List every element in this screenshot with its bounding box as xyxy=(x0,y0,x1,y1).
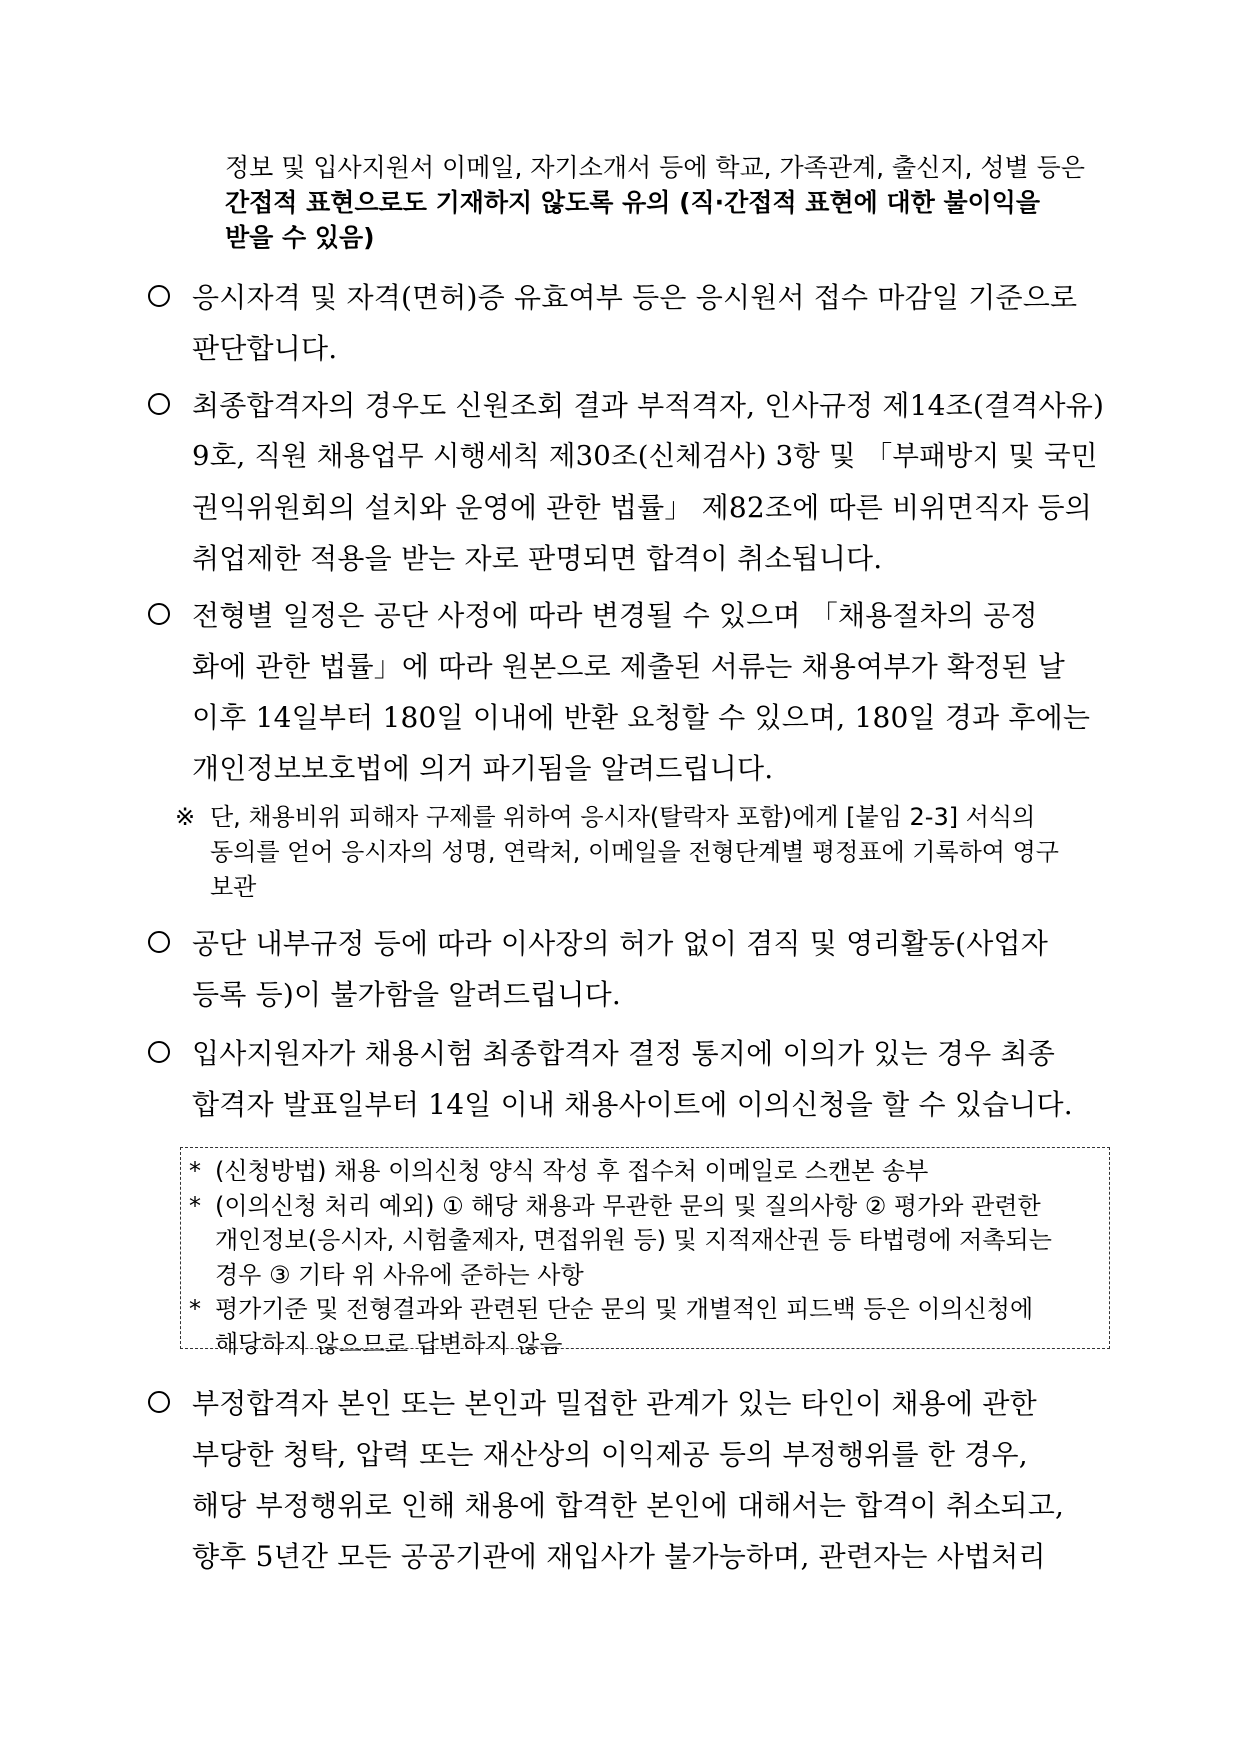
reference-mark: ※ xyxy=(175,803,196,831)
box-line: 개인정보(응시자, 시험출제자, 면접위원 등) 및 지적재산권 등 타법령에 저촉되는 xyxy=(215,1226,1052,1254)
list-item xyxy=(148,1378,1113,1582)
item-line: 합격자 발표일부터 14일 이내 채용사이트에 이의신청을 할 수 있습니다. xyxy=(192,1088,1073,1121)
circle-bullet-icon xyxy=(148,393,170,415)
circle-bullet-icon xyxy=(148,285,170,307)
list-item xyxy=(148,1028,1113,1130)
item-line: 등록 등)이 불가함을 알려드립니다. xyxy=(192,978,621,1011)
box-line: 경우 ③ 기타 위 사유에 준하는 사항 xyxy=(215,1260,584,1289)
continuation-paragraph xyxy=(225,150,1113,255)
list-item xyxy=(148,590,1113,794)
box-line: 해당하지 않으므로 답변하지 않음 xyxy=(215,1329,563,1358)
item-line: 화에 관한 법률」에 따라 원본으로 제출된 서류는 채용여부가 확정된 날 xyxy=(192,650,1066,683)
item-line: 공단 내부규정 등에 따라 이사장의 허가 없이 겸직 및 영리활동(사업자 xyxy=(192,927,1048,960)
paragraph-line: 정보 및 입사지원서 이메일, 자기소개서 등에 학교, 가족관계, 출신지, 성별 등은 xyxy=(225,153,1085,182)
paragraph-line-bold: 간접적 표현으로도 기재하지 않도록 유의 (직·간접적 표현에 대한 불이익을 xyxy=(225,188,1041,217)
list-item xyxy=(148,380,1113,584)
appeal-info-box xyxy=(180,1147,1110,1358)
item-line: 부정합격자 본인 또는 본인과 밀접한 관계가 있는 타인이 채용에 관한 xyxy=(192,1387,1037,1420)
item-line: 권익위원회의 설치와 운영에 관한 법률」 제82조에 따른 비위면직자 등의 xyxy=(192,491,1092,524)
note-line: 동의를 얻어 응시자의 성명, 연락처, 이메일을 전형단계별 평정표에 기록하여 영구 xyxy=(210,838,1059,866)
circle-bullet-icon xyxy=(148,603,170,625)
footnote xyxy=(175,800,1113,905)
box-line: (신청방법) 채용 이의신청 양식 작성 후 접수처 이메일로 스캔본 송부 xyxy=(215,1157,929,1185)
item-line: 최종합격자의 경우도 신원조회 결과 부적격자, 인사규정 제14조(결격사유) xyxy=(192,389,1105,422)
circle-bullet-icon xyxy=(148,931,170,953)
item-line: 입사지원자가 채용시험 최종합격자 결정 통지에 이의가 있는 경우 최종 xyxy=(192,1037,1055,1070)
item-line: 개인정보보호법에 의거 파기됨을 알려드립니다. xyxy=(192,752,774,785)
box-line: (이의신청 처리 예외) ① 해당 채용과 무관한 문의 및 질의사항 ② 평가와 관련한 xyxy=(215,1191,1041,1220)
list-item xyxy=(148,272,1113,374)
paragraph-line-bold: 받을 수 있음) xyxy=(225,223,375,252)
asterisk-mark: * xyxy=(189,1157,201,1185)
item-line: 부당한 청탁, 압력 또는 재산상의 이익제공 등의 부정행위를 한 경우, xyxy=(192,1438,1028,1471)
asterisk-mark: * xyxy=(189,1191,201,1220)
note-line: 단, 채용비위 피해자 구제를 위하여 응시자(탈락자 포함)에게 [붙임 2-3] 서식의 xyxy=(210,803,1036,831)
item-line: 이후 14일부터 180일 이내에 반환 요청할 수 있으며, 180일 경과 후에는 xyxy=(192,701,1091,734)
item-line: 전형별 일정은 공단 사정에 따라 변경될 수 있으며 「채용절차의 공정 xyxy=(192,599,1038,632)
item-line: 향후 5년간 모든 공공기관에 재입사가 불가능하며, 관련자는 사법처리 xyxy=(192,1540,1046,1573)
item-line: 취업제한 적용을 받는 자로 판명되면 합격이 취소됩니다. xyxy=(192,542,883,575)
note-line: 보관 xyxy=(210,873,257,901)
item-line: 응시자격 및 자격(면허)증 유효여부 등은 응시원서 접수 마감일 기준으로 xyxy=(192,281,1078,314)
box-entry xyxy=(189,1292,1101,1361)
list-item xyxy=(148,918,1113,1020)
item-line: 판단합니다. xyxy=(192,332,338,365)
box-line: 평가기준 및 전형결과와 관련된 단순 문의 및 개별적인 피드백 등은 이의신청에 xyxy=(215,1295,1034,1323)
item-line: 해당 부정행위로 인해 채용에 합격한 본인에 대해서는 합격이 취소되고, xyxy=(192,1489,1065,1522)
item-line: 9호, 직원 채용업무 시행세칙 제30조(신체검사) 3항 및 「부패방지 및 국민 xyxy=(192,440,1098,472)
asterisk-mark: * xyxy=(189,1295,201,1323)
box-entry xyxy=(189,1189,1101,1293)
circle-bullet-icon xyxy=(148,1041,170,1063)
circle-bullet-icon xyxy=(148,1391,170,1413)
box-entry xyxy=(189,1154,1101,1189)
